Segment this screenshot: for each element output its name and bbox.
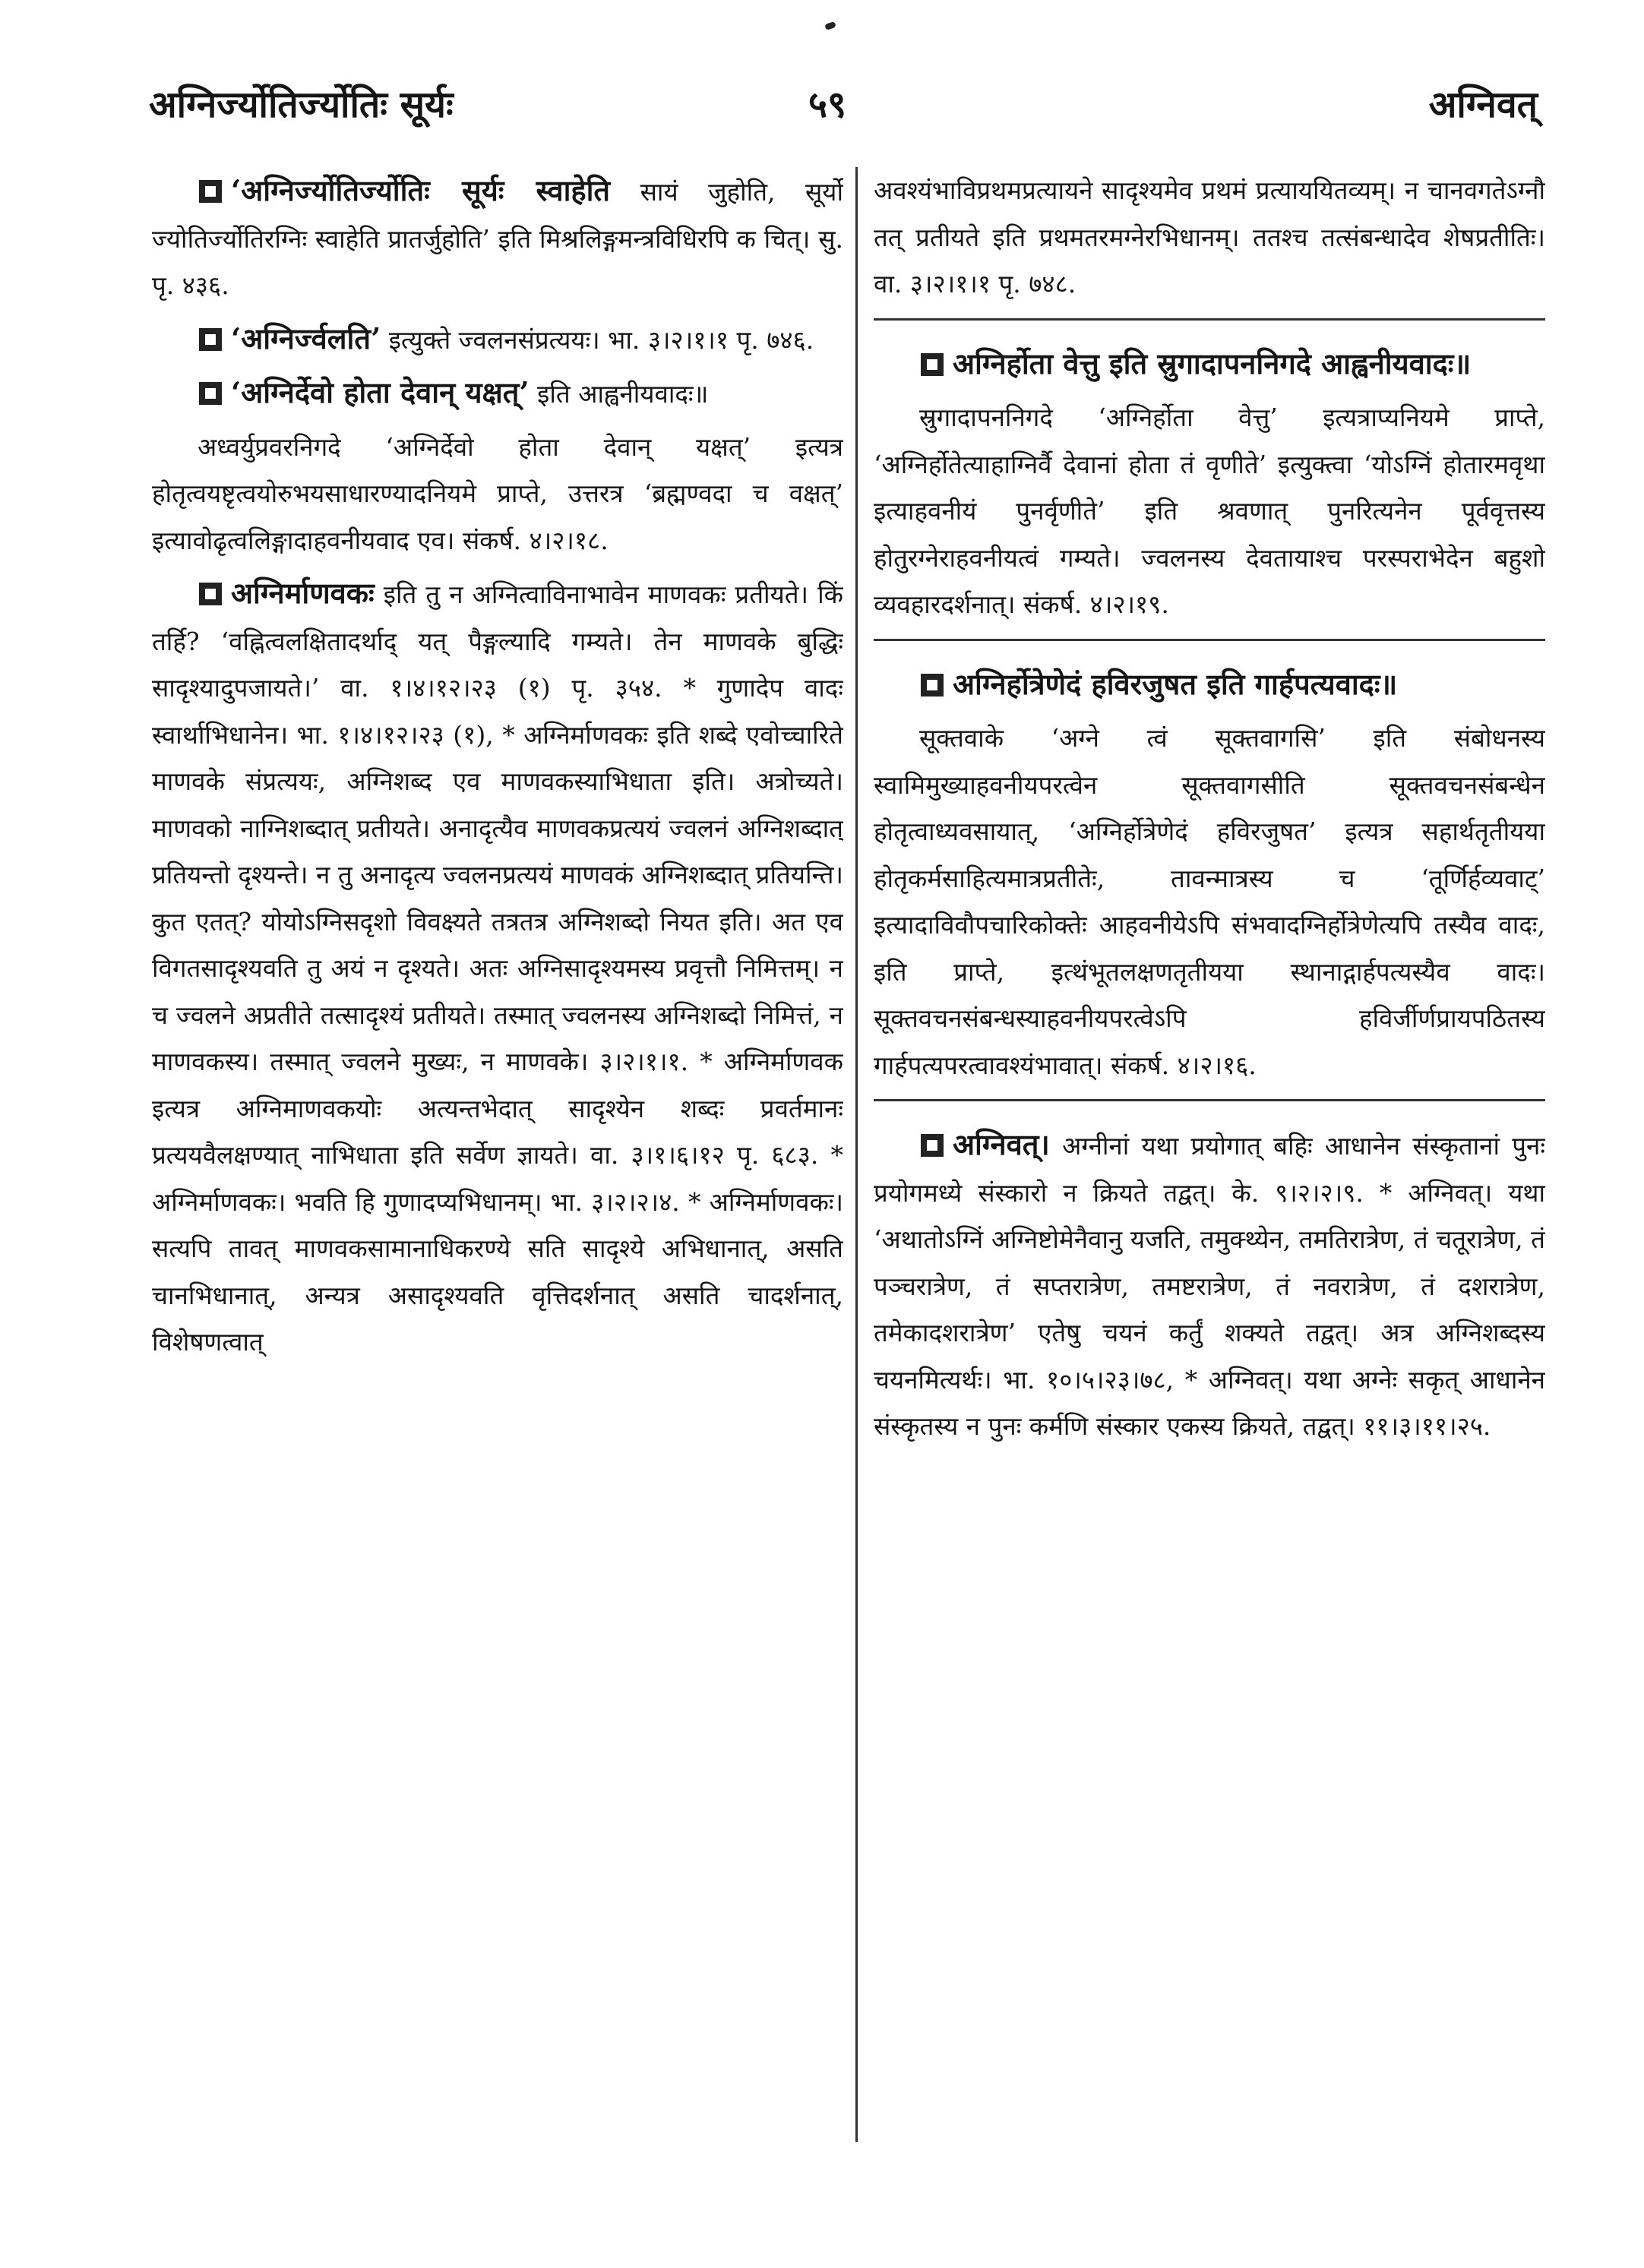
entry-marker-icon — [919, 1132, 945, 1158]
entry-body: इत्युक्ते ज्वलनसंप्रत्ययः। भा. ३।२।१।१ पृ. ७४६. — [388, 324, 814, 355]
running-header — [149, 79, 1538, 140]
entry-marker-icon — [919, 672, 945, 698]
left-column — [152, 167, 843, 2139]
entry-body: सूक्तवाके ‘अग्ने त्वं सूक्तवागसि’ इति संबोधनस्य स्वामिमुख्याहवनीयपरत्वेन सूक्तवागसीति सूक्तवचनसंबन्धेन होतृत्वाध्यवसायात्, ‘अग्निर्होत्रेणेदं हविरजुषत’ इत्यत्र सहार्थतृतीयया होतृकर्मसाहित्यमात्रप्रतीतेः, तावन्मात्रस्य च ‘तूर्णिर्हव्यवाट्’ इत्यादाविवौपचारिकोक्तेः आहवनीयेऽपि संभवादग्निर्होत्रेणेत्यपि तस्यैव वादः, इति प्राप्ते, इत्थंभूतलक्षणतृतीयया स्थानाद्गार्हपत्यस्यैव वादः। सूक्तवचनसंबन्धस्याहवनीयपरत्वेऽपि हविर्जीर्णप्रायपठितस्य गार्हपत्यपरत्वावश्यंभावात्। संकर्ष. ४।२।१६. — [874, 723, 1545, 1080]
entry-title: अग्निर्होत्रेणेदं हविरजुषत इति गार्हपत्यवादः॥ — [953, 666, 1398, 701]
entry-marker-icon — [198, 581, 223, 607]
entry-title: अग्निवत्। — [953, 1127, 1050, 1161]
entry-title: अग्निर्होता वेत्तु इति स्रुगादापननिगदे आह्वनीयवादः॥ — [953, 346, 1472, 381]
entry-marker-icon — [198, 178, 223, 204]
header-left-word: अग्निर्ज्योतिर्ज्योतिः सूर्यः — [149, 84, 454, 126]
entry — [874, 340, 1545, 389]
entry-body: इति आह्वनीयवादः॥ — [537, 379, 709, 409]
entry-title: अग्निर्माणवकः — [231, 576, 375, 610]
entry-body: सायं जुहोति, सूर्यो ज्योतिर्ज्योतिरग्निः स्वाहेति प्रातर्जुहोति’ इति मिश्रलिङ्गमन्त्रविधिरपि क चित्। सु. पृ. ४३६. — [152, 177, 843, 300]
section-rule — [874, 318, 1545, 321]
entry-marker-icon — [198, 381, 223, 406]
entry-title: ‘अग्निर्ज्योतिर्ज्योतिः सूर्यः स्वाहेति — [231, 173, 611, 207]
section-rule — [874, 639, 1545, 641]
entry — [152, 315, 843, 364]
entry-title: ‘अग्निर्ज्वलति’ — [231, 321, 381, 355]
header-right-word: अग्निवत् — [1428, 84, 1538, 126]
entry-body: अवश्यंभाविप्रथमप्रत्यायने सादृश्यमेव प्रथमं प्रत्याययितव्यम्। न चानवगतेऽग्नौ तत् प्रतीयते इति प्रथमतरमग्नेरभिधानम्। ततश्च तत्संबन्धादेव शेषप्रतीतिः। वा. ३।२।१।१ पृ. ७४८. — [874, 175, 1545, 299]
entry-body: इति तु न अग्नित्वाविनाभावेन माणवकः प्रतीयते। किं तर्हि? ‘वह्नित्वलक्षितादर्थाद् यत् पैङ्गल्यादि गम्यते। तेन माणवके बुद्धिः सादृश्यादुपजायते।’ वा. १।४।१२।२३ (१) पृ. ३५४. * गुणादेप वादः स्वार्थाभिधानेन। भा. १।४।१२।२३ (१), * अग्निर्माणवकः इति शब्दे एवोच्चारिते माणवके संप्रत्ययः, अग्निशब्द एव माणवकस्याभिधाता इति। अत्रोच्यते। माणवको नाग्निशब्दात् प्रतीयते। अनादृत्यैव माणवकप्रत्ययं ज्वलनं अग्निशब्दात् प्रतियन्तो दृश्यन्ते। न तु अनादृत्य ज्वलनप्रत्ययं माणवकं अग्निशब्दात् प्रतियन्ति। कुत एतत्? योयोऽग्निसदृशो विवक्ष्यते तत्रतत्र अग्निशब्दो नियत इति। अत एव विगतसादृश्यवति तु अयं न दृश्यते। अतः अग्निसादृश्यमस्य प्रवृत्तौ निमित्तम्। न च ज्वलने अप्रतीते तत्सादृश्यं प्रतीयते। तस्मात् ज्वलनस्य अग्निशब्दो निमित्तं, न माणवकस्य। तस्मात् ज्वलने मुख्यः, न माणवके। ३।२।१।१. * अग्निर्माणवक इत्यत्र अग्निमाणवकयोः अत्यन्तभेदात् सादृश्येन शब्दः प्रवर्तमानः प्रत्ययवैलक्षण्यात् नाभिधाता इति सर्वेण ज्ञायते। वा. ३।१।६।१२ पृ. ६८३. * अग्निर्माणवकः। भवति हि गुणादप्यभिधानम्। भा. ३।२।२।४. * अग्निर्माणवकः। सत्यपि तावत् माणवकसामानाधिकरण्ये सति सादृश्ये अभिधानात्, असति चानभिधानात्, अन्यत्र असादृश्यवति वृत्तिदर्शनात् असति चादर्शनात्, विशेषणत्वात् — [152, 580, 843, 1357]
entry-body: अध्वर्युप्रवरनिगदे ‘अग्निर्देवो होता देवान् यक्षत्’ इत्यत्र होतृत्वयष्टृत्वयोरुभयसाधारण्यादनियमे प्राप्ते, उत्तरत्र ‘ब्रह्मण्वदा च वक्षत्’ इत्यावोढृत्वलिङ्गादाहवनीयवाद एव। संकर्ष. ४।२।१८. — [152, 431, 843, 555]
section-rule — [874, 1099, 1545, 1101]
entry-marker-icon — [198, 327, 223, 352]
entry-title: ‘अग्निर्देवो होता देवान् यक्षत्’ — [231, 375, 530, 409]
entry-paragraph — [874, 394, 1545, 628]
page-number: ५९ — [808, 84, 846, 126]
entry-body: स्रुगादापननिगदे ‘अग्निर्होता वेत्तु’ इत्यत्राप्यनियमे प्राप्ते, ‘अग्निर्होतेत्याहाग्निर्वै देवानां होता तं वृणीते’ इत्युक्त्वा ‘योऽग्निं होतारमवृथा इत्याहवनीयं पुनर्वृणीते’ इति श्रवणात् पुनरित्यनेन पूर्ववृत्तस्य होतुरग्नेराहवनीयत्वं गम्यते। ज्वलनस्य देवतायाश्च परस्पराभेदेन बहुशो व्यवहारदर्शनात्। संकर्ष. ४।२।१९. — [874, 403, 1545, 619]
entry-body: अग्नीनां यथा प्रयोगात् बहिः आधानेन संस्कृतानां पुनः प्रयोगमध्ये संस्कारो न क्रियते तद्वत्। के. ९।२।२।९. * अग्निवत्। यथा ‘अथातोऽग्निं अग्निष्टोमेनैवानु यजति, तमुक्थ्येन, तमतिरात्रेण, तं चतूरात्रेण, तं पञ्चरात्रेण, तं सप्तरात्रेण, तमष्टरात्रेण, तं नवरात्रेण, तं दशरात्रेण, तमेकादशरात्रेण’ एतेषु चयनं कर्तुं शक्यते तद्वत्। अत्र अग्निशब्दस्य चयनमित्यर्थः। भा. १०।५।२३।७८, * अग्निवत्। यथा अग्नेः सकृत् आधानेन संस्कृतस्य न पुनः कर्मणि संस्कार एकस्य क्रियते, तद्वत्। ११।३।११।२५. — [874, 1131, 1545, 1441]
entry — [874, 661, 1545, 709]
right-column — [874, 167, 1545, 2139]
entry-marker-icon — [919, 352, 945, 377]
entry-paragraph — [874, 715, 1545, 1088]
entry-paragraph — [152, 424, 843, 564]
ink-mark — [824, 21, 836, 30]
column-divider — [855, 167, 858, 2142]
entry — [874, 1121, 1545, 1450]
entry — [152, 167, 843, 309]
entry — [152, 369, 843, 418]
entry-paragraph — [874, 167, 1545, 308]
entry — [152, 570, 843, 1366]
